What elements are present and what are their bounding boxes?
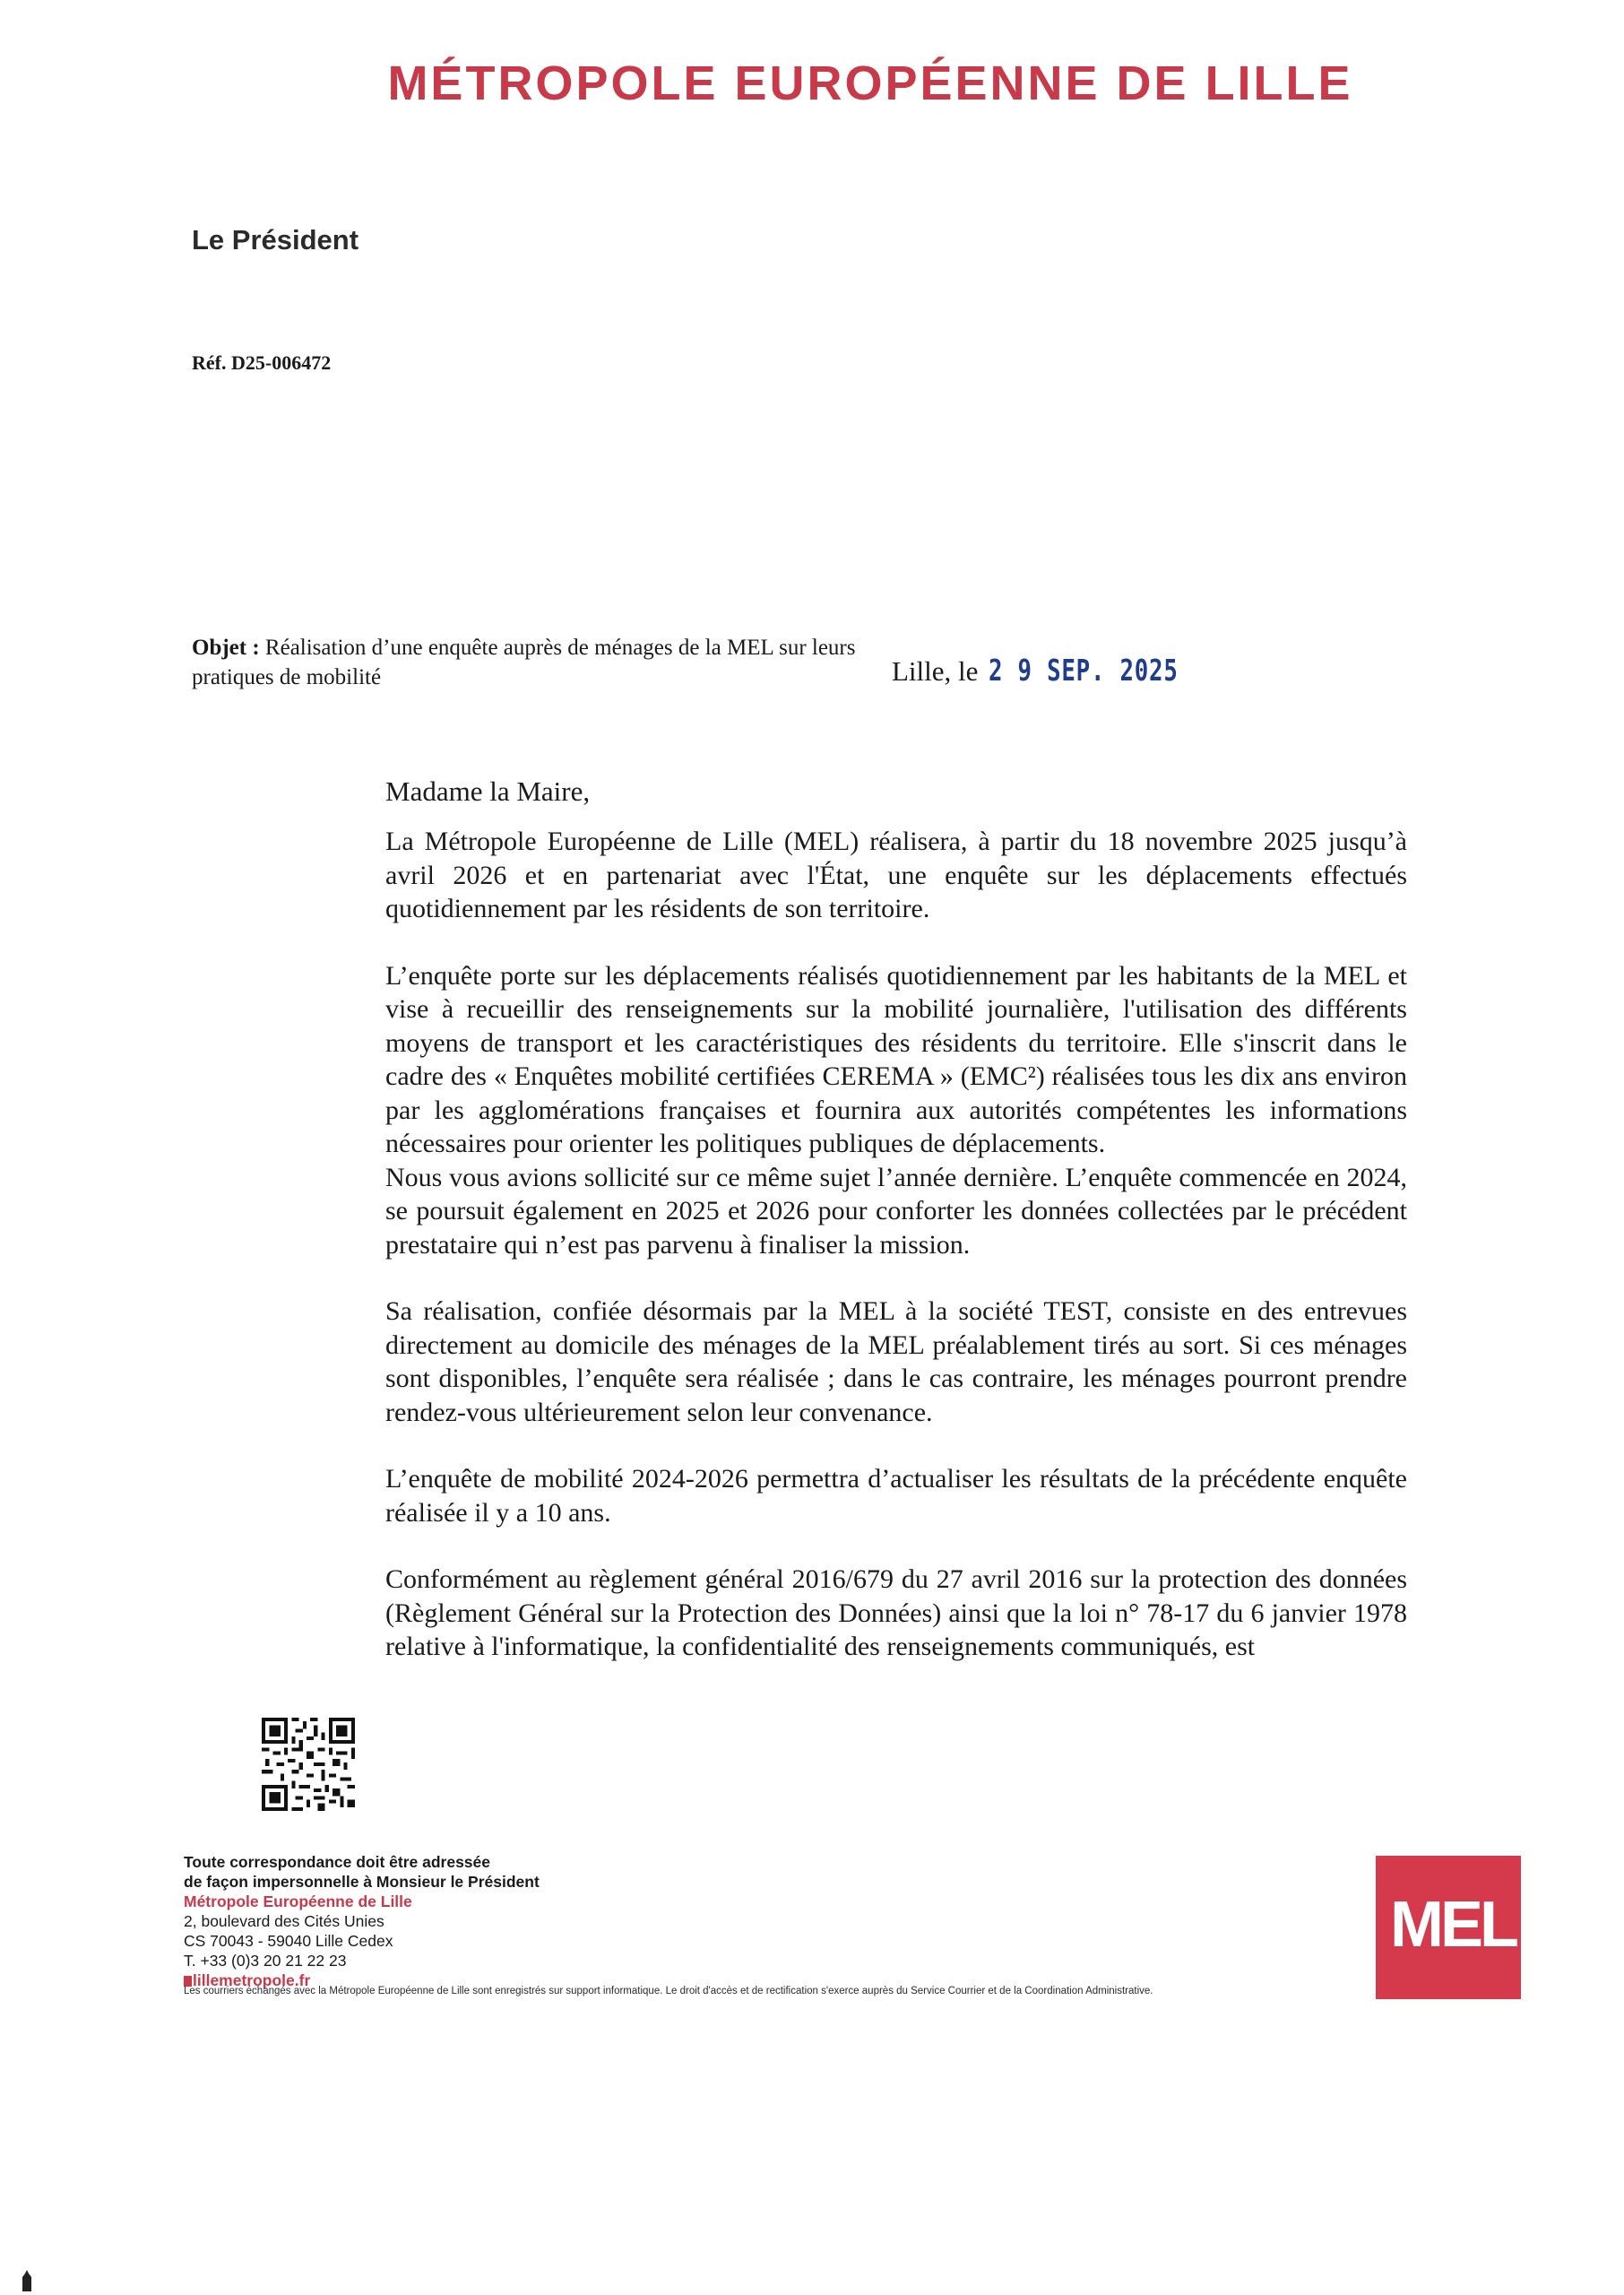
reference-number: Réf. D25-006472 bbox=[192, 351, 332, 374]
body-paragraph-3: Nous vous avions sollicité sur ce même sujet l’année dernière. L’enquête commencée en 2024, se poursuit également en 2025 et 2026 pour conforter les données collectées par le précédent prestataire qui n’est pas parvenu à finaliser la mission. bbox=[385, 1162, 1407, 1260]
subject-label: Objet : bbox=[192, 636, 260, 660]
footer-phone: T. +33 (0)3 20 21 22 23 bbox=[184, 1952, 347, 1970]
body-paragraph-2: L’enquête porte sur les déplacements réalisés quotidiennement par les habitants de la MEL et vise à recueillir des renseignements sur la mobilité journalière, l'utilisation des différents moyens de transport et les caractéristiques des résidents du territoire. Elle s'inscrit dans le cadre des « Enquêtes mobilité certifiées CEREMA » (EMC²) réalisées tous les dix ans environ par les agglomérations françaises et fournira aux autorités compétentes les informations nécessaires pour orienter les politiques publiques de déplacements. bbox=[385, 960, 1407, 1158]
footer-line-1: Toute correspondance doit être adressée bbox=[184, 1853, 491, 1871]
date-block bbox=[892, 653, 1232, 688]
footer-disclaimer: Les courriers échangés avec la Métropole Européenne de Lille sont enregistrés sur support informatique. Le droit d'accès et de rectification s'exerce auprès du Service Courrier et de la Coordination Administrative. bbox=[184, 1986, 1153, 1996]
qr-code bbox=[262, 1718, 355, 1811]
footer-line-2: de façon impersonnelle à Monsieur le Président bbox=[184, 1873, 540, 1891]
body-paragraph-4: Sa réalisation, confiée désormais par la MEL à la société TEST, consiste en des entrevues directement au domicile des ménages de la MEL préalablement tirés au sort. Si ces ménages sont disponibles, l’enquête sera réalisée ; dans le cas contraire, les ménages pourront prendre rendez-vous ultérieurement selon leur convenance. bbox=[385, 1296, 1407, 1427]
body-paragraph-5: L’enquête de mobilité 2024-2026 permettra d’actualiser les résultats de la précédente enquête réalisée il y a 10 ans. bbox=[385, 1464, 1407, 1528]
mel-logo bbox=[1376, 1856, 1521, 1999]
mel-logo-text: MEL bbox=[1390, 1889, 1516, 1961]
footer-website-link[interactable]: lillemetropole.fr bbox=[193, 1971, 311, 1989]
footer-address-1: 2, boulevard des Cités Unies bbox=[184, 1912, 384, 1930]
sender-title: Le Président bbox=[192, 224, 359, 255]
scan-mark-icon bbox=[20, 2270, 34, 2291]
letterhead-title: MÉTROPOLE EUROPÉENNE DE LILLE bbox=[387, 56, 1353, 110]
date-place: Lille, le bbox=[892, 655, 979, 687]
subject-text: Réalisation d’une enquête auprès de ménages de la MEL sur leurs pratiques de mobilité bbox=[192, 636, 856, 689]
date-stamp: 2 9 SEP. 2025 bbox=[989, 653, 1179, 688]
body-paragraph-1: La Métropole Européenne de Lille (MEL) réalisera, à partir du 18 novembre 2025 jusqu’à avril 2026 et en partenariat avec l'État, une enquête sur les déplacements effectués quotidiennement par les résidents de son territoire. bbox=[385, 827, 1407, 923]
body-paragraph-6: Conformément au règlement général 2016/679 du 27 avril 2016 sur la protection des données (Règlement Général sur la Protection des Données) ainsi que la loi n° 78-17 du 6 janvier 1978 relative à l'informatique, la confidentialité des renseignements communiqués, est bbox=[385, 1564, 1407, 1661]
salutation: Madame la Maire, bbox=[385, 775, 591, 807]
letter-body bbox=[385, 825, 1407, 1664]
footer-address-2: CS 70043 - 59040 Lille Cedex bbox=[184, 1932, 393, 1950]
footer-contact bbox=[184, 1852, 540, 1990]
footer-org-name: Métropole Européenne de Lille bbox=[184, 1892, 412, 1910]
subject-block bbox=[192, 633, 882, 692]
